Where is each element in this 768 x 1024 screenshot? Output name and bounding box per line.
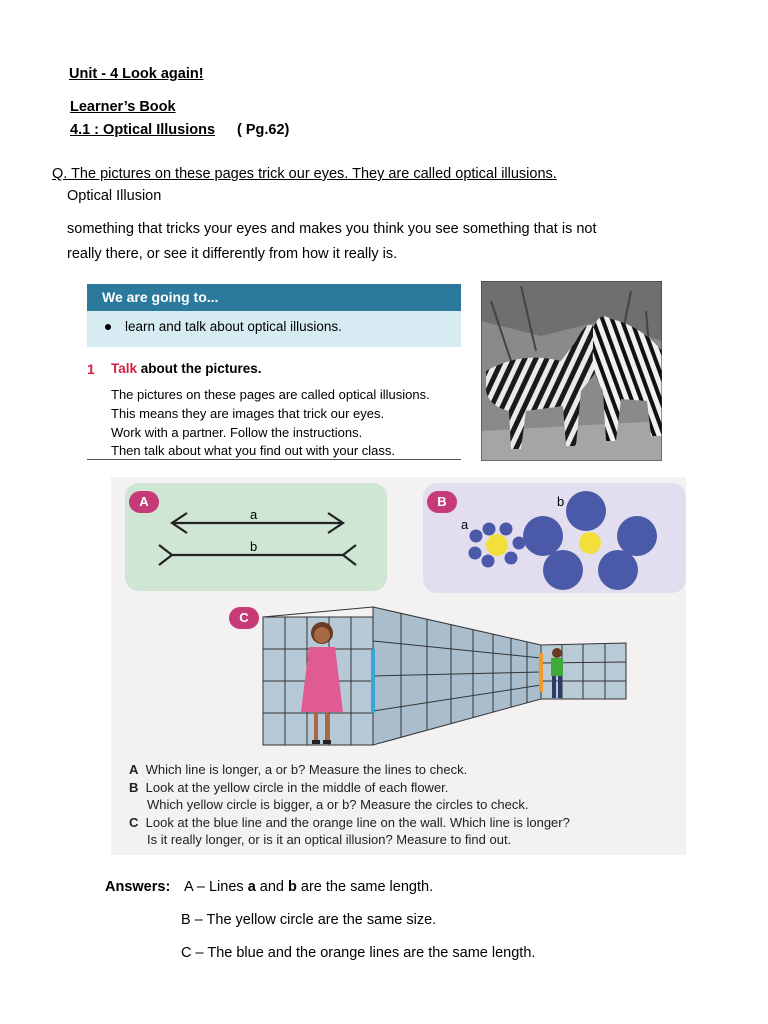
answers-label: Answers: xyxy=(105,879,171,895)
instruction-line: Then talk about what you find out with your class. xyxy=(111,443,395,458)
answer-b: B – The yellow circle are the same size. xyxy=(181,912,437,928)
line-a-label: a xyxy=(250,507,258,522)
step-heading xyxy=(111,361,262,376)
bullet-icon xyxy=(105,324,111,330)
line-b-label: b xyxy=(250,539,258,554)
step-number: 1 xyxy=(87,361,95,377)
answer-c: C – The blue and the orange lines are the same length. xyxy=(181,945,536,961)
section-title: 4.1 : Optical Illusions xyxy=(70,122,216,138)
objective-banner xyxy=(87,284,461,311)
textbook-excerpt xyxy=(87,284,461,462)
objective-text: learn and talk about optical illusions. xyxy=(125,319,342,334)
question-a: A Which line is longer, a or b? Measure the lines to check. xyxy=(129,762,468,777)
question-c-cont: Is it really longer, or is it an optical illusion? Measure to find out. xyxy=(147,832,512,847)
zebra-photo xyxy=(481,281,662,461)
question-b: B Look at the yellow circle in the middle of each flower. xyxy=(129,780,449,795)
badge-c: C xyxy=(229,607,259,629)
step-rest: about the pictures. xyxy=(140,361,262,376)
term-heading: Optical Illusion xyxy=(67,188,162,204)
question-b-cont: Which yellow circle is bigger, a or b? Measure the circles to check. xyxy=(147,797,529,812)
instruction-line: This means they are images that trick our eyes. xyxy=(111,406,385,421)
badge-a: A xyxy=(129,491,159,513)
page-reference: ( Pg.62) xyxy=(237,122,290,138)
badge-b: B xyxy=(427,491,457,513)
perspective-wall xyxy=(111,477,686,757)
instruction-line: Work with a partner. Follow the instructions. xyxy=(111,425,363,440)
book-title: Learner’s Book xyxy=(70,99,176,115)
objective-item xyxy=(87,311,461,347)
question-c: C Look at the blue line and the orange line on the wall. Which line is longer? xyxy=(129,815,570,830)
illusion-figure xyxy=(111,477,686,855)
circle-a-label: a xyxy=(461,517,469,532)
instruction-line: The pictures on these pages are called optical illusions. xyxy=(111,387,430,402)
step-verb: Talk xyxy=(111,361,138,376)
unit-title: Unit - 4 Look again! xyxy=(69,66,204,82)
circle-b-label: b xyxy=(557,494,565,509)
definition-line-2: really there, or see it differently from how it really is. xyxy=(67,246,398,262)
question-text: Q. The pictures on these pages trick our eyes. They are called optical illusions. xyxy=(52,166,557,182)
definition-line-1: something that tricks your eyes and makes you think you see something that is not xyxy=(67,221,597,237)
banner-text: We are going to... xyxy=(102,289,219,305)
answer-a: A – Lines a and b are the same length. xyxy=(184,879,434,895)
divider xyxy=(87,459,461,460)
